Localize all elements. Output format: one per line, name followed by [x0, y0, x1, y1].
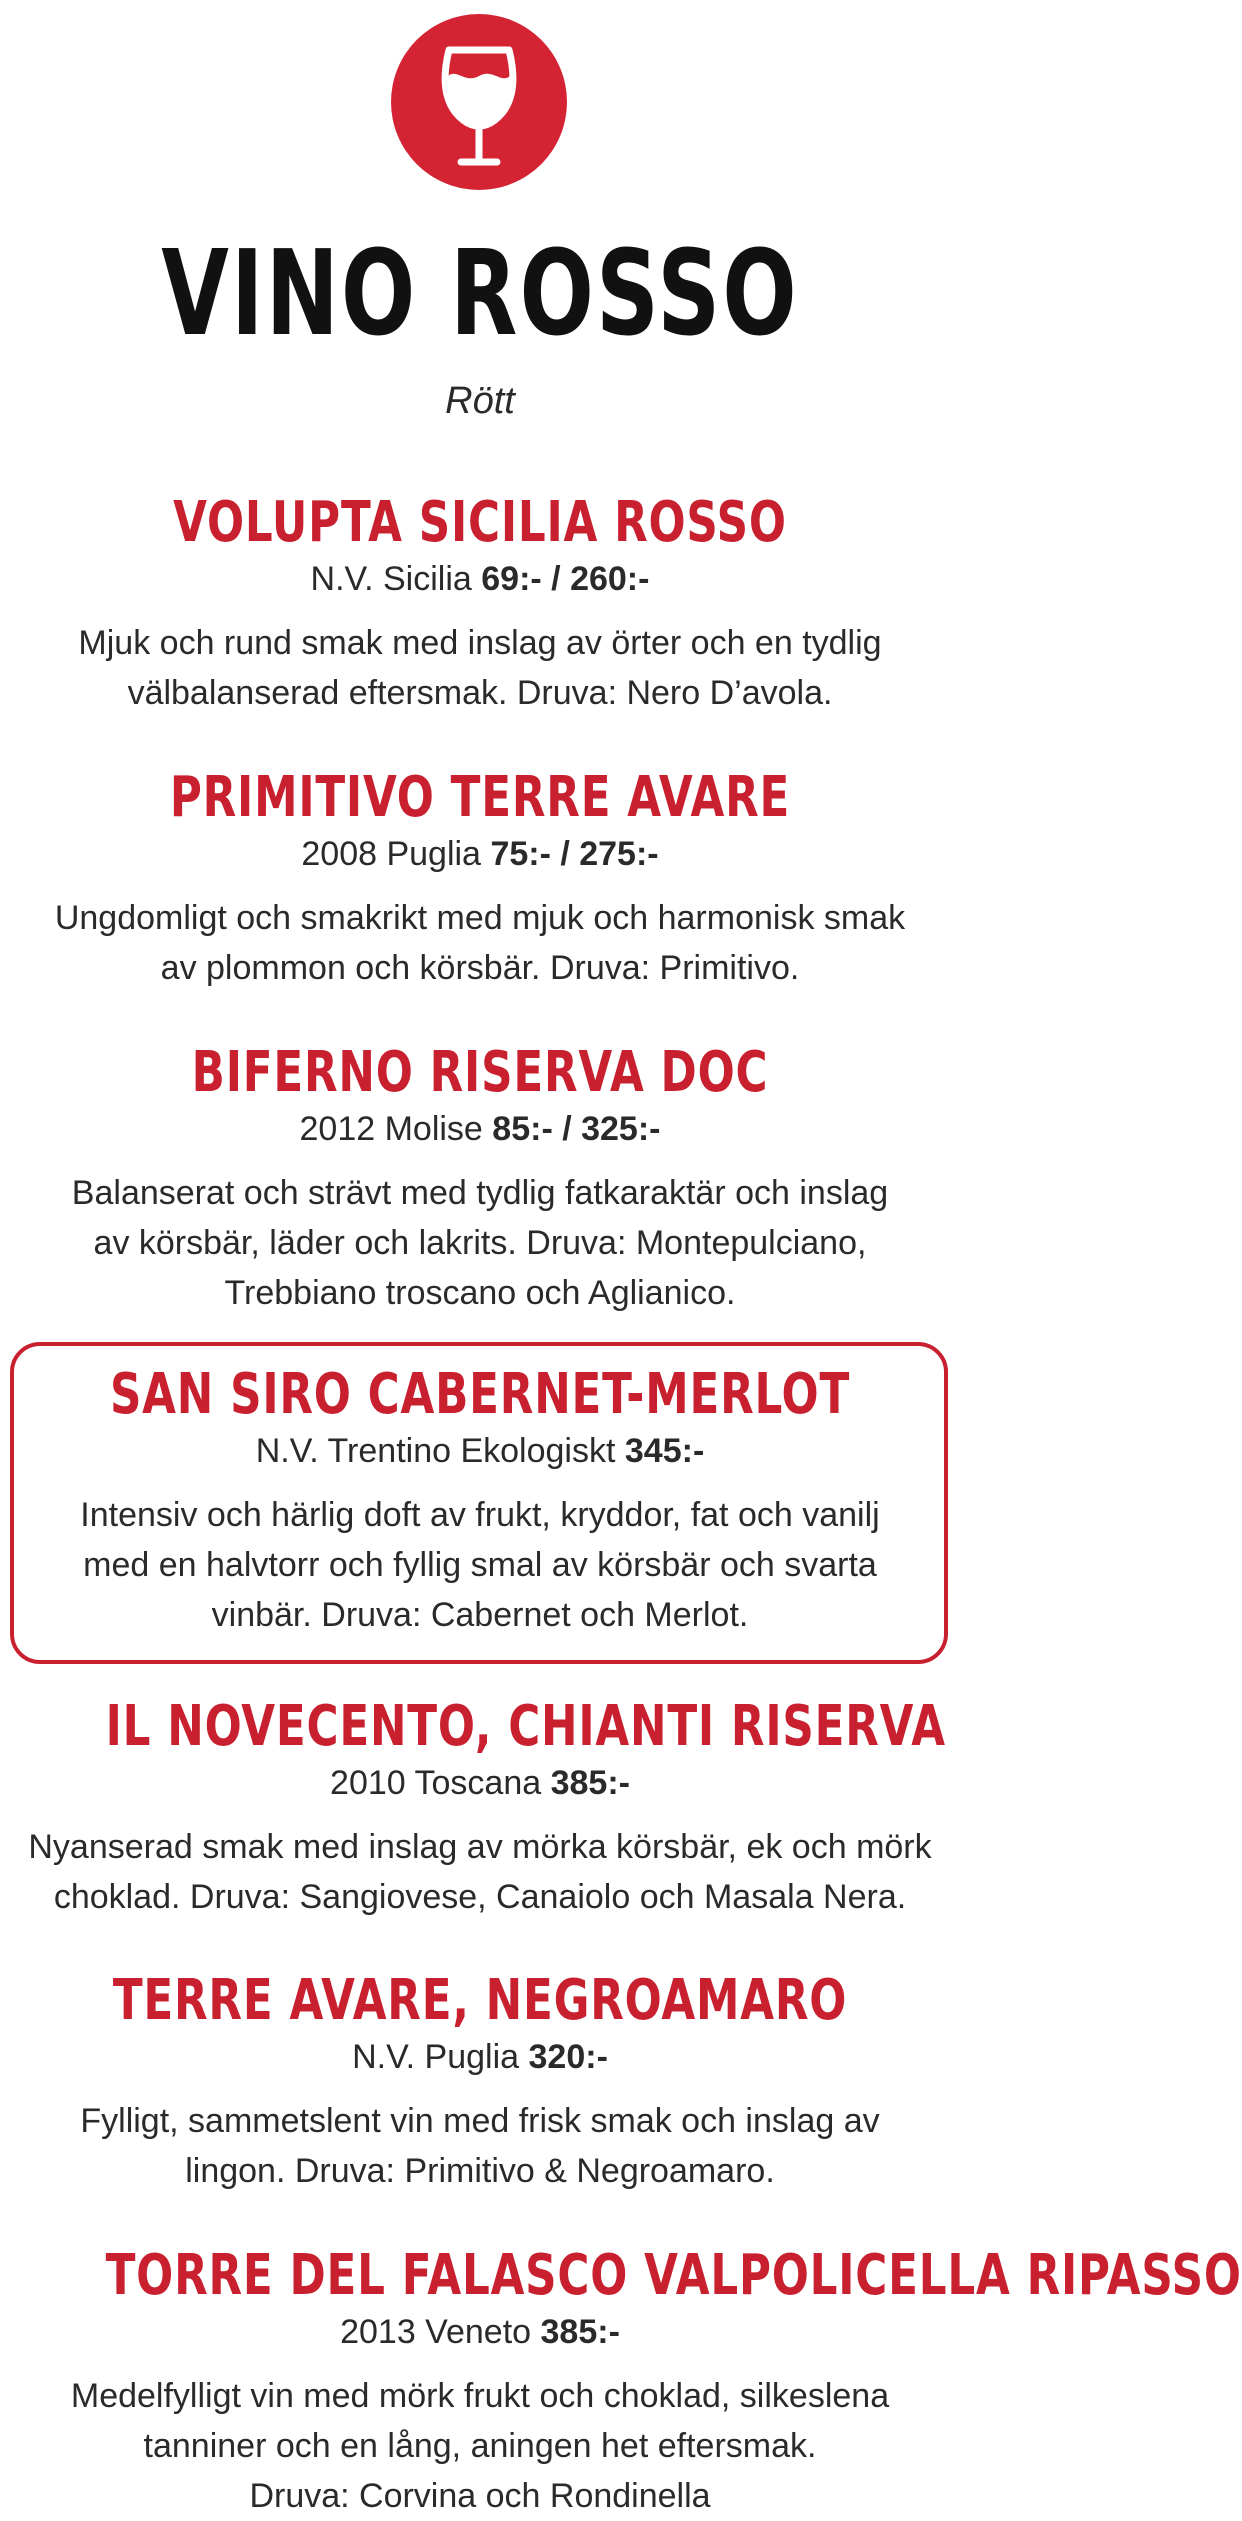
page-title: VINO ROSSO — [161, 224, 799, 362]
wine-item — [0, 490, 960, 718]
wine-description-line: Druva: Corvina och Rondinella — [249, 2477, 711, 2515]
wine-price: 345:- — [624, 1432, 705, 1470]
wine-description-line: Medelfylligt vin med mörk frukt och choklad, silkeslena — [70, 2377, 890, 2415]
wine-description — [0, 1168, 960, 1318]
wine-name: BIFERNO RISERVA DOC — [191, 1040, 769, 1105]
wine-name: IL NOVECENTO, CHIANTI RISERVA — [105, 1694, 946, 1759]
wine-price: 385:- — [550, 1764, 630, 1802]
wine-description — [0, 893, 960, 993]
wine-item — [0, 1694, 960, 1922]
wine-description — [0, 1490, 960, 1640]
wine-origin: 2008 Puglia — [301, 835, 481, 873]
wine-description-line: Fylligt, sammetslent vin med frisk smak och inslag av — [80, 2102, 880, 2140]
wine-price: 85:- / 325:- — [492, 1110, 661, 1148]
wine-meta — [0, 2311, 960, 2353]
wine-name: TORRE DEL FALASCO VALPOLICELLA RIPASSO — [105, 2243, 1242, 2308]
wine-price: 69:- / 260:- — [481, 560, 650, 598]
wine-price: 385:- — [540, 2313, 620, 2351]
wine-description — [0, 1822, 960, 1922]
wine-price: 320:- — [528, 2038, 608, 2076]
wine-meta — [0, 558, 960, 600]
wine-meta — [0, 833, 960, 875]
wine-meta — [0, 1430, 960, 1472]
wine-origin: N.V. Trentino Ekologiskt — [255, 1432, 616, 1470]
wine-description-line: Intensiv och härlig doft av frukt, kryddor, fat och vanilj — [80, 1496, 880, 1534]
logo-badge — [391, 14, 567, 190]
wine-description-line: av plommon och körsbär. Druva: Primitivo. — [160, 949, 800, 987]
wine-description-line: av körsbär, läder och lakrits. Druva: Montepulciano, — [93, 1224, 867, 1262]
wine-description-line: Ungdomligt och smakrikt med mjuk och harmonisk smak — [54, 899, 906, 937]
wine-description-line: choklad. Druva: Sangiovese, Canaiolo och Masala Nera. — [53, 1878, 907, 1916]
wine-description-line: välbalanserad eftersmak. Druva: Nero D’avola. — [127, 674, 833, 712]
wine-description — [0, 2371, 960, 2521]
wine-item — [0, 1968, 960, 2196]
wine-description-line: vinbär. Druva: Cabernet och Merlot. — [211, 1596, 749, 1634]
wine-meta — [0, 1762, 960, 1804]
wine-name: PRIMITIVO TERRE AVARE — [169, 765, 791, 830]
wine-description-line: Nyanserad smak med inslag av mörka körsbär, ek och mörk — [28, 1828, 932, 1866]
wine-description-line: Trebbiano troscano och Aglianico. — [224, 1274, 736, 1312]
wine-name: VOLUPTA SICILIA ROSSO — [173, 490, 787, 555]
wine-description-line: lingon. Druva: Primitivo & Negroamaro. — [185, 2152, 775, 2190]
wine-origin: N.V. Sicilia — [310, 560, 472, 598]
wine-meta — [0, 2036, 960, 2078]
wine-origin: 2013 Veneto — [340, 2313, 532, 2351]
wine-glass-icon — [391, 14, 567, 190]
wine-origin: N.V. Puglia — [352, 2038, 520, 2076]
wine-origin: 2012 Molise — [299, 1110, 483, 1148]
wine-meta — [0, 1108, 960, 1150]
wine-item — [0, 1040, 960, 1318]
wine-description — [0, 618, 960, 718]
wine-name: TERRE AVARE, NEGROAMARO — [112, 1968, 848, 2033]
wine-origin: 2010 Toscana — [330, 1764, 542, 1802]
wine-price: 75:- / 275:- — [490, 835, 659, 873]
wine-description-line: Balanserat och strävt med tydlig fatkaraktär och inslag — [71, 1174, 889, 1212]
wine-item — [0, 2243, 1242, 2521]
wine-description — [0, 2096, 960, 2196]
wine-item — [0, 765, 960, 993]
wine-item-highlighted — [0, 1362, 960, 1640]
wine-name: SAN SIRO CABERNET-MERLOT — [109, 1362, 851, 1427]
wine-description-line: Mjuk och rund smak med inslag av örter och en tydlig — [78, 624, 882, 662]
page-subtitle: Rött — [445, 380, 515, 422]
wine-description-line: med en halvtorr och fyllig smal av körsbär och svarta — [83, 1546, 877, 1584]
wine-description-line: tanniner och en lång, aningen het eftersmak. — [143, 2427, 817, 2465]
